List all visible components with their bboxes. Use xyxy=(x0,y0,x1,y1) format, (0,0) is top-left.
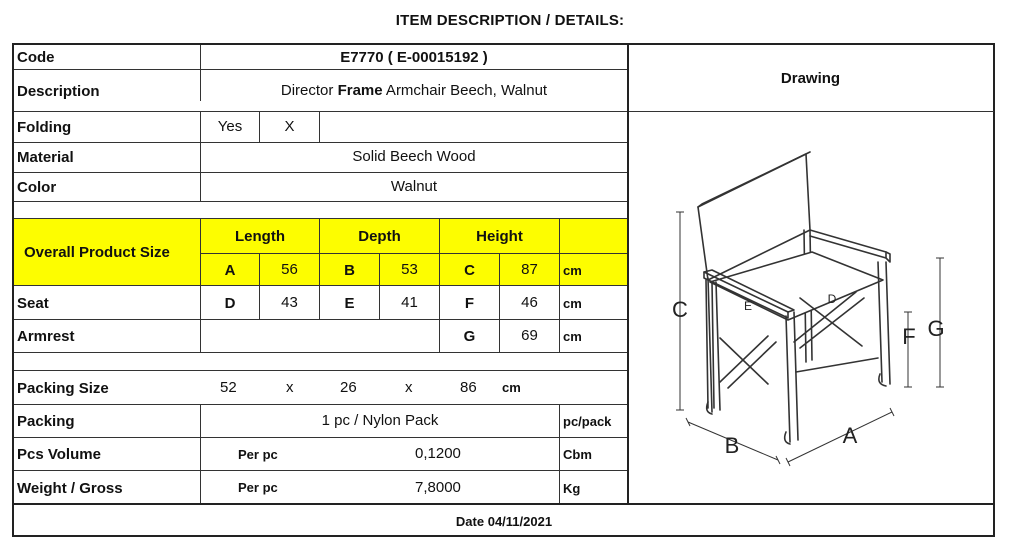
drawing-label-b: B xyxy=(724,433,740,458)
material-label: Material xyxy=(17,149,74,166)
drawing-title: Drawing xyxy=(780,70,841,87)
height-header: Height xyxy=(476,228,523,245)
drawing-label-g: G xyxy=(927,316,945,341)
seat-unit: cm xyxy=(563,296,582,311)
dim-a-value: 56 xyxy=(281,261,298,278)
drawing-label-d: D xyxy=(827,292,837,306)
pcs-volume-per: Per pc xyxy=(238,447,278,462)
seat-label: Seat xyxy=(17,295,49,312)
packing-size-unit: cm xyxy=(502,380,521,395)
packing-label: Packing xyxy=(17,413,75,430)
dim-e-label: E xyxy=(344,295,355,312)
weight-per: Per pc xyxy=(238,480,278,495)
dim-g-value: 69 xyxy=(521,327,538,344)
packing-length: 52 xyxy=(220,379,237,396)
document-title: ITEM DESCRIPTION / DETAILS: xyxy=(395,12,625,29)
packing-height: 86 xyxy=(460,379,477,396)
color-label: Color xyxy=(17,179,57,196)
dim-e-value: 41 xyxy=(401,294,418,311)
packing-value: 1 pc / Nylon Pack xyxy=(321,412,439,429)
weight-unit: Kg xyxy=(563,481,581,496)
folding-mark: X xyxy=(284,118,295,135)
footer-date: Date 04/11/2021 xyxy=(455,514,553,529)
dim-d-value: 43 xyxy=(281,294,298,311)
dim-d-label: D xyxy=(224,295,236,312)
dim-c-value: 87 xyxy=(521,261,538,278)
dim-g-label: G xyxy=(463,328,476,345)
dim-c-label: C xyxy=(464,262,475,279)
dim-b-value: 53 xyxy=(401,261,418,278)
material-value: Solid Beech Wood xyxy=(352,148,476,165)
pcs-volume-unit: Cbm xyxy=(563,447,592,462)
description-value: Director Frame Armchair Beech, Walnut xyxy=(280,82,548,99)
overall-size-label: Overall Product Size xyxy=(24,244,170,261)
color-value: Walnut xyxy=(390,178,438,195)
armrest-label: Armrest xyxy=(17,328,75,345)
drawing-label-c: C xyxy=(672,297,688,322)
dim-b-label: B xyxy=(344,262,355,279)
packing-size-label: Packing Size xyxy=(17,380,109,397)
pcs-volume-value: 0,1200 xyxy=(415,445,461,462)
dim-a-label: A xyxy=(224,262,236,279)
packing-unit: pc/pack xyxy=(563,414,612,429)
packing-width: 26 xyxy=(340,379,357,396)
length-header: Length xyxy=(235,228,285,245)
drawing-label-f: F xyxy=(902,324,916,349)
weight-value: 7,8000 xyxy=(415,479,461,496)
description-label: Description xyxy=(17,83,100,100)
folding-label: Folding xyxy=(17,119,72,136)
dim-f-label: F xyxy=(464,295,475,312)
dim-f-value: 46 xyxy=(521,294,538,311)
code-value: E7770 ( E-00015192 ) xyxy=(340,49,488,66)
folding-yes: Yes xyxy=(217,118,243,135)
chair-drawing xyxy=(628,112,994,502)
armrest-unit: cm xyxy=(563,329,582,344)
pcs-volume-label: Pcs Volume xyxy=(17,446,101,463)
weight-label: Weight / Gross xyxy=(17,480,123,497)
drawing-label-a: A xyxy=(842,423,858,448)
drawing-label-e: E xyxy=(743,299,753,313)
overall-unit: cm xyxy=(563,263,582,278)
depth-header: Depth xyxy=(358,228,401,245)
packing-x2: x xyxy=(405,379,413,396)
packing-x1: x xyxy=(286,379,294,396)
code-label: Code xyxy=(17,49,55,66)
